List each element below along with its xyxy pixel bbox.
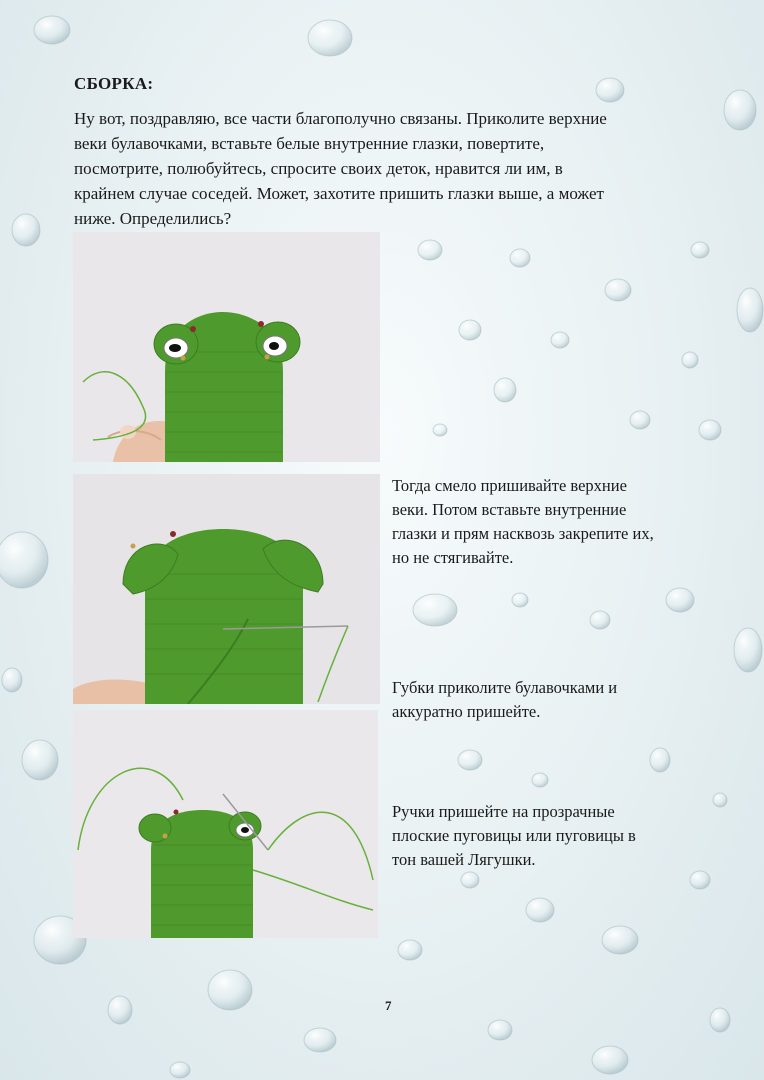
intro-line: ниже. Определились? bbox=[74, 209, 232, 228]
caption-line: Ручки пришейте на прозрачные bbox=[392, 802, 615, 821]
photo-frog-yarn-threads bbox=[73, 710, 378, 938]
caption-line: плоские пуговицы или пуговицы в bbox=[392, 826, 636, 845]
step-caption-sew-lips bbox=[392, 676, 722, 724]
caption-line: Губки приколите булавочками и bbox=[392, 678, 618, 697]
step-caption-sew-arms bbox=[392, 800, 722, 872]
caption-line: Тогда смело пришивайте верхние bbox=[392, 476, 627, 495]
intro-line: веки булавочками, вставьте белые внутренние глазки, повертите, bbox=[74, 134, 545, 153]
step-caption-sew-eyelids bbox=[392, 474, 722, 570]
page-number: 7 bbox=[385, 998, 392, 1013]
intro-paragraph bbox=[74, 106, 714, 231]
intro-line: посмотрите, полюбуйтесь, спросите своих деток, нравится ли им, в bbox=[74, 159, 563, 178]
photo-frog-sewing-eyelids bbox=[73, 474, 380, 704]
caption-line: аккуратно пришейте. bbox=[392, 702, 541, 721]
intro-line: крайнем случае соседей. Может, захотите пришить глазки выше, а может bbox=[74, 184, 604, 203]
intro-line: Ну вот, поздравляю, все части благополучно связаны. Приколите верхние bbox=[74, 109, 607, 128]
caption-line: веки. Потом вставьте внутренние bbox=[392, 500, 627, 519]
photo-frog-pinned-eyes bbox=[73, 232, 380, 462]
caption-line: тон вашей Лягушки. bbox=[392, 850, 536, 869]
caption-line: глазки и прям насквозь закрепите их, bbox=[392, 524, 654, 543]
caption-line: но не стягивайте. bbox=[392, 548, 514, 567]
section-heading: СБОРКА: bbox=[74, 74, 154, 93]
